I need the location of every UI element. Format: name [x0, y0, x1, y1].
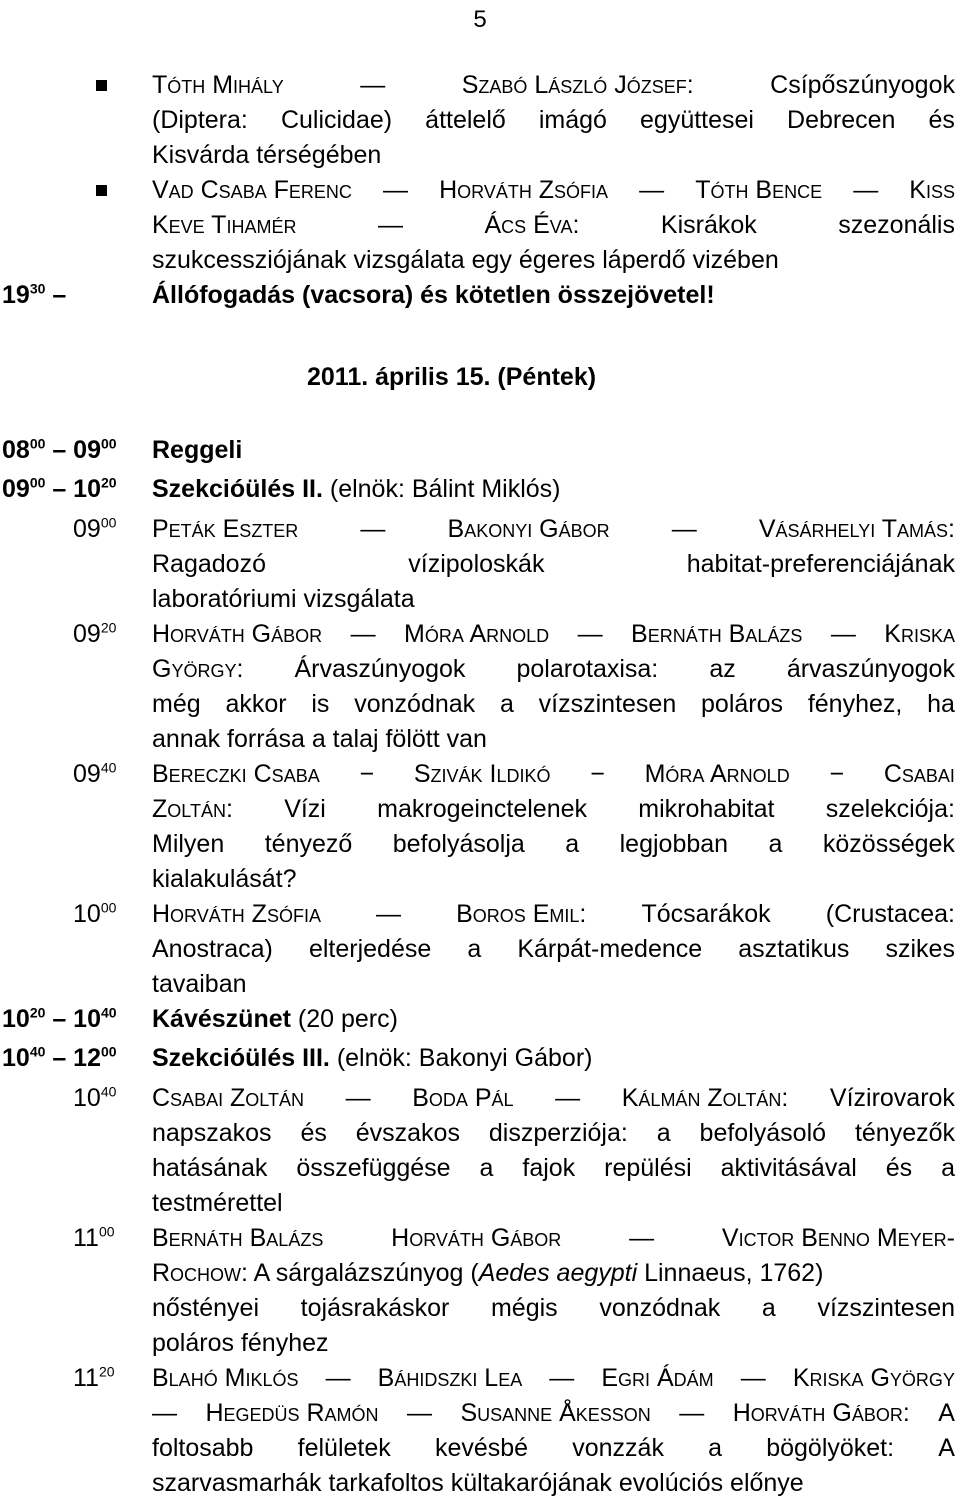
talk-line: testmérettel [152, 1189, 283, 1217]
talk-line: Zoltán: Vízi makrogeinctelenek mikrohabitat szelekciója: [152, 795, 955, 823]
talk-text [152, 1361, 955, 1501]
day-heading: 2011. április 15. (Péntek) [307, 363, 597, 391]
talk-line: tavaiban [152, 970, 247, 998]
talk-text [152, 1221, 955, 1361]
talk-line: Peták Eszter — Bakonyi Gábor — Vásárhelyi Tamás: [152, 515, 955, 543]
session-title: Szekcióülés III. (elnök: Bakonyi Gábor) [152, 1044, 593, 1072]
talk-line: foltosabb felületek kevésbé vonzzák a bögölyöket: A [152, 1434, 955, 1462]
talk-line: Bernáth Balázs Horváth Gábor — Victor Benno Meyer- [152, 1224, 955, 1252]
session-title: Szekcióülés II. (elnök: Bálint Miklós) [152, 475, 561, 503]
talk-line: annak forrása a talaj fölött van [152, 725, 487, 753]
time-label: $09^{00} - 10^{20}$ [2, 474, 117, 503]
talk-line: poláros fényhez [152, 1329, 329, 1357]
time-label: $09^{20}$ [73, 619, 117, 648]
talk-line: Rochow: A sárgalázszúnyog (Aedes aegypti Linnaeus, 1762) [152, 1259, 824, 1287]
time-label: $09^{40}$ [73, 759, 117, 788]
talk-line: Horváth Zsófia — Boros Emil: Tócsarákok (Crustacea: [152, 900, 955, 928]
session-title: Kávészünet (20 perc) [152, 1005, 398, 1033]
time-label: $10^{20} - 10^{40}$ [2, 1004, 117, 1033]
talk-text [152, 897, 955, 1002]
time-label: $19^{30}$ – [2, 280, 67, 309]
reception-title: Állófogadás (vacsora) és kötetlen összejövetel! [152, 281, 715, 309]
time-label: $10^{40} - 12^{00}$ [2, 1043, 117, 1072]
talk-line: laboratóriumi vizsgálata [152, 585, 415, 613]
time-label: $11^{00}$ [73, 1223, 115, 1252]
talk-text [152, 68, 955, 173]
talk-text [152, 1081, 955, 1221]
page-number: 5 [473, 6, 487, 33]
talk-line: Kisvárda térségében [152, 141, 382, 169]
talk-line: Tóth Mihály — Szabó László József: Csípőszúnyogok [152, 71, 955, 99]
talk-line: hatásának összefüggése a fajok repülési aktivitásával és a [152, 1154, 955, 1182]
talk-line: (Diptera: Culicidae) áttelelő imágó együttesei Debrecen és [152, 106, 955, 134]
talk-line: szarvasmarhák tarkafoltos kültakarójának evolúciós előnye [152, 1469, 804, 1497]
talk-line: Ragadozó vízipoloskák habitat-preferenciájának [152, 550, 955, 578]
talk-line: nőstényei tojásrakáskor mégis vonzódnak a vízszintesen [152, 1294, 955, 1322]
talk-line: Csabai Zoltán — Boda Pál — Kálmán Zoltán: Vízirovarok [152, 1084, 955, 1112]
talk-line: — Hegedüs Ramón — Susanne Åkesson — Horváth Gábor: A [152, 1399, 955, 1427]
talk-line: Vad Csaba Ferenc — Horváth Zsófia — Tóth Bence — Kiss [152, 176, 955, 204]
time-label: $11^{20}$ [73, 1363, 115, 1392]
talk-line: Bereczki Csaba − Szivák Ildikó − Móra Arnold − Csabai [152, 760, 955, 788]
talk-line: még akkor is vonzódnak a vízszintesen poláros fényhez, ha [152, 690, 955, 718]
talk-line: Horváth Gábor — Móra Arnold — Bernáth Balázs — Kriska [152, 620, 955, 648]
bullet-icon [96, 80, 107, 91]
talk-line: Blahó Miklós — Báhidszki Lea — Egri Ádám — Kriska György [152, 1364, 955, 1392]
talk-text [152, 617, 955, 757]
talk-line: Anostraca) elterjedése a Kárpát-medence asztatikus szikes [152, 935, 955, 963]
bullet-icon [96, 185, 107, 196]
time-label: $10^{40}$ [73, 1083, 117, 1112]
talk-line: György: Árvaszúnyogok polarotaxisa: az árvaszúnyogok [152, 655, 955, 683]
time-label: $08^{00} - 09^{00}$ [2, 435, 117, 464]
talk-line: Milyen tényező befolyásolja a legjobban a közösségek [152, 830, 955, 858]
talk-line: Keve Tihamér — Ács Éva: Kisrákok szezonális [152, 211, 955, 239]
talk-line: szukcessziójának vizsgálata egy égeres láperdő vizében [152, 246, 779, 274]
talk-text [152, 512, 955, 617]
talk-line: kialakulását? [152, 865, 297, 893]
talk-text [152, 173, 955, 278]
talk-text [152, 757, 955, 897]
time-label: $10^{00}$ [73, 899, 117, 928]
session-title: Reggeli [152, 436, 243, 464]
time-label: $09^{00}$ [73, 514, 117, 543]
talk-line: napszakos és évszakos diszperziója: a befolyásoló tényezők [152, 1119, 955, 1147]
